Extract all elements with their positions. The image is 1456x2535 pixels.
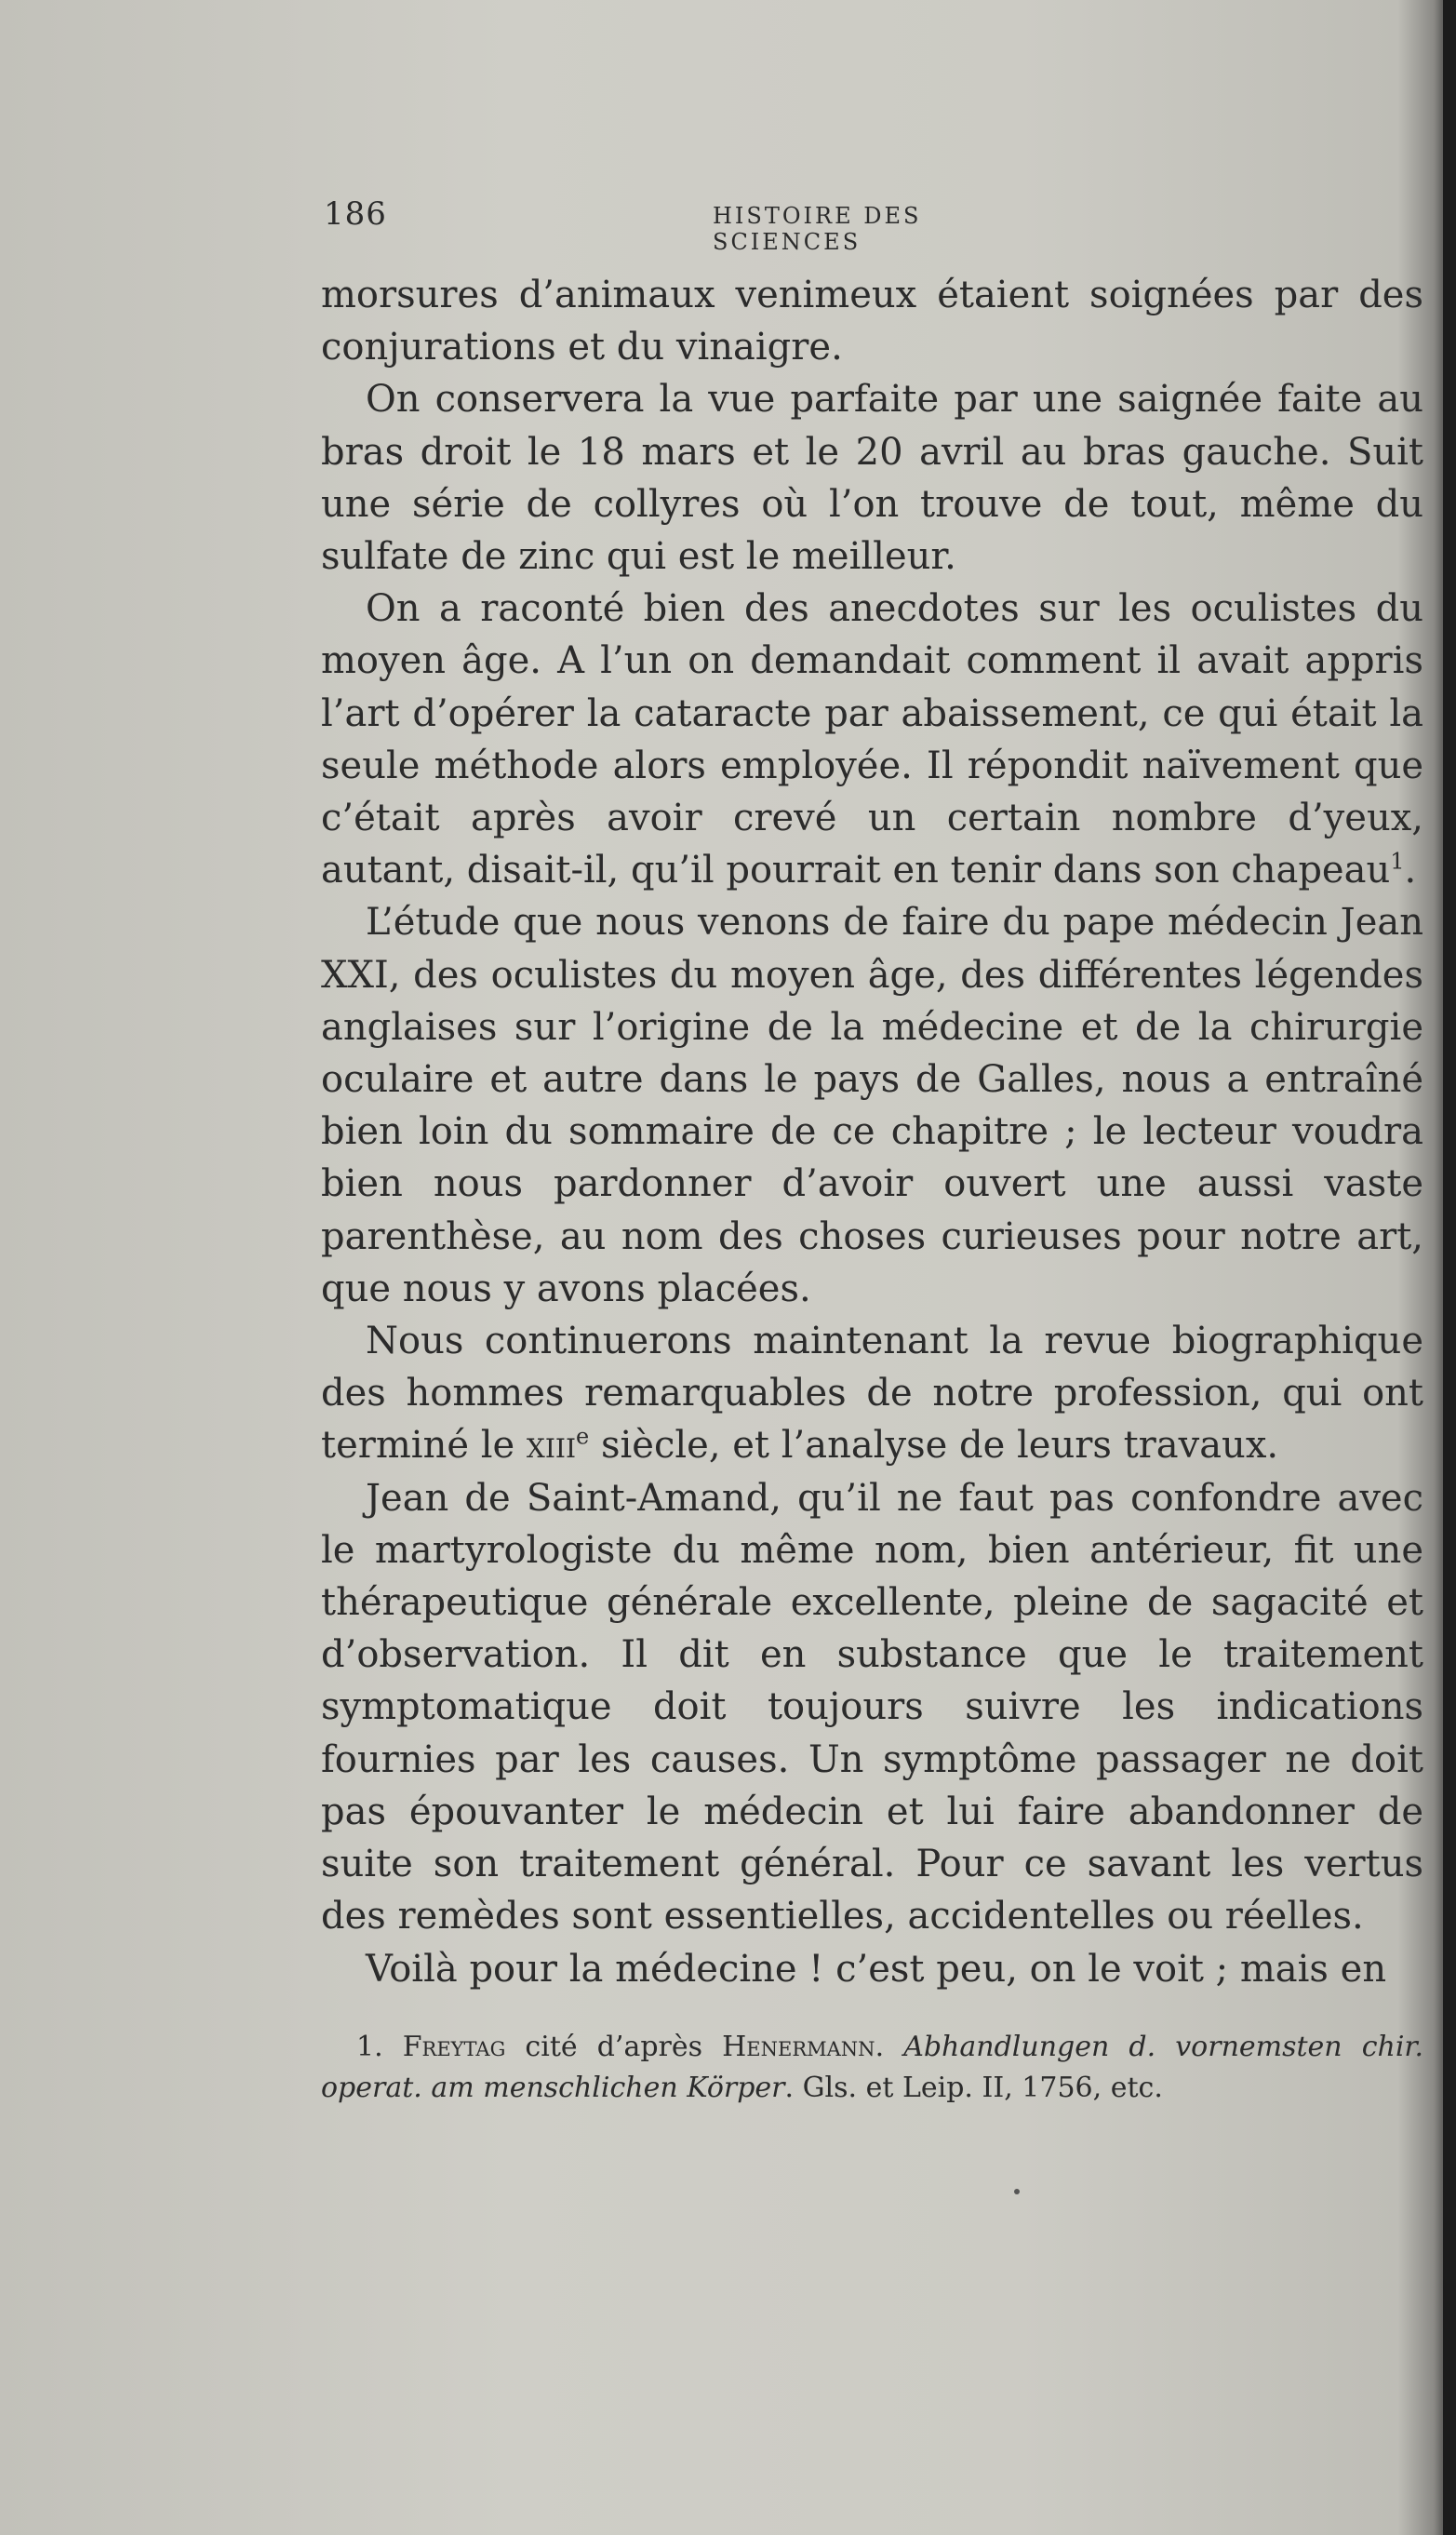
footnote	[321, 2027, 1423, 2109]
footnote-reference: 1	[1390, 848, 1405, 875]
paragraph-5	[321, 1315, 1423, 1472]
paragraph-3	[321, 583, 1423, 896]
paragraph-2: On conservera la vue parfaite par une saignée faite au bras droit le 18 mars et le 20 avril au bras gauche. Suit une série de collyres où l’on trouve de tout, même du sulfate de zinc qui est le meilleur.	[321, 378, 1423, 579]
century-numeral: xiii	[526, 1424, 577, 1468]
paragraph-1: morsures d’animaux venimeux étaient soignées par des conjurations et du vinaigre.	[321, 274, 1423, 369]
footnote-text-2: .	[875, 2031, 904, 2063]
paragraph-6: Jean de Saint-Amand, qu’il ne faut pas confondre avec le martyrologiste du même nom, bien antérieur, fit une thérapeutique générale excellente, pleine de sagacité et d’observation. Il dit en substance que le traitement symptomatique doit toujours suivre les indications fournies par les causes. Un symptôme passager ne doit pas épouvanter le médecin et lui faire abandonner de suite son traitement général. Pour ce savant les vertus des remèdes sont essentielles, accidentelles ou réelles.	[321, 1476, 1423, 1938]
paragraph-7: Voilà pour la médecine ! c’est peu, on le voit ; mais en	[366, 1947, 1387, 1991]
footnote-author-2: Henermann	[722, 2031, 875, 2063]
page-number: 186	[324, 195, 387, 233]
footnote-book-title: Abhandlungen d. vornemsten chir. operat. am menschlichen Körper	[321, 2031, 1423, 2104]
footnote-author-1: Freytag	[402, 2031, 506, 2063]
running-title: HISTOIRE DES SCIENCES	[713, 203, 922, 255]
century-suffix: e	[576, 1424, 590, 1451]
footnote-text-1: cité d’après	[505, 2031, 723, 2063]
paragraph-3-text: On a raconté bien des anecdotes sur les oculistes du moyen âge. A l’un on demandait comment il avait appris l’art d’opérer la cataracte par abaissement, ce qui était la seule méthode alors employée. Il répondit naïvement que c’était après avoir crevé un certain nombre d’yeux, autant, disait-il, qu’il pourrait en tenir dans son chapeau	[321, 587, 1423, 892]
book-spine-shadow	[1443, 0, 1456, 2535]
paragraph-5-end: siècle, et l’analyse de leurs travaux.	[589, 1424, 1279, 1468]
paragraph-3-end: .	[1404, 849, 1417, 892]
page-header	[324, 195, 1049, 255]
body-text	[321, 269, 1423, 1995]
paragraph-4: L’étude que nous venons de faire du pape médecin Jean XXI, des oculistes du moyen âge, des différentes légendes anglaises sur l’origine de la médecine et de la chirurgie oculaire et autre dans le pays de Galles, nous a entraîné bien loin du sommaire de ce chapitre ; le lecteur voudra bien nous pardonner d’avoir ouvert une aussi vaste parenthèse, au nom des choses curieuses pour notre art, que nous y avons placées.	[321, 901, 1423, 1310]
paragraph-5-text: Nous continuerons maintenant la revue biographique des hommes remarquables de notre profession, qui ont terminé le	[321, 1320, 1423, 1468]
footnote-number: 1.	[356, 2031, 383, 2063]
footnote-text-3: . Gls. et Leip. II, 1756, etc.	[784, 2072, 1163, 2104]
ink-speck	[1014, 2189, 1020, 2194]
